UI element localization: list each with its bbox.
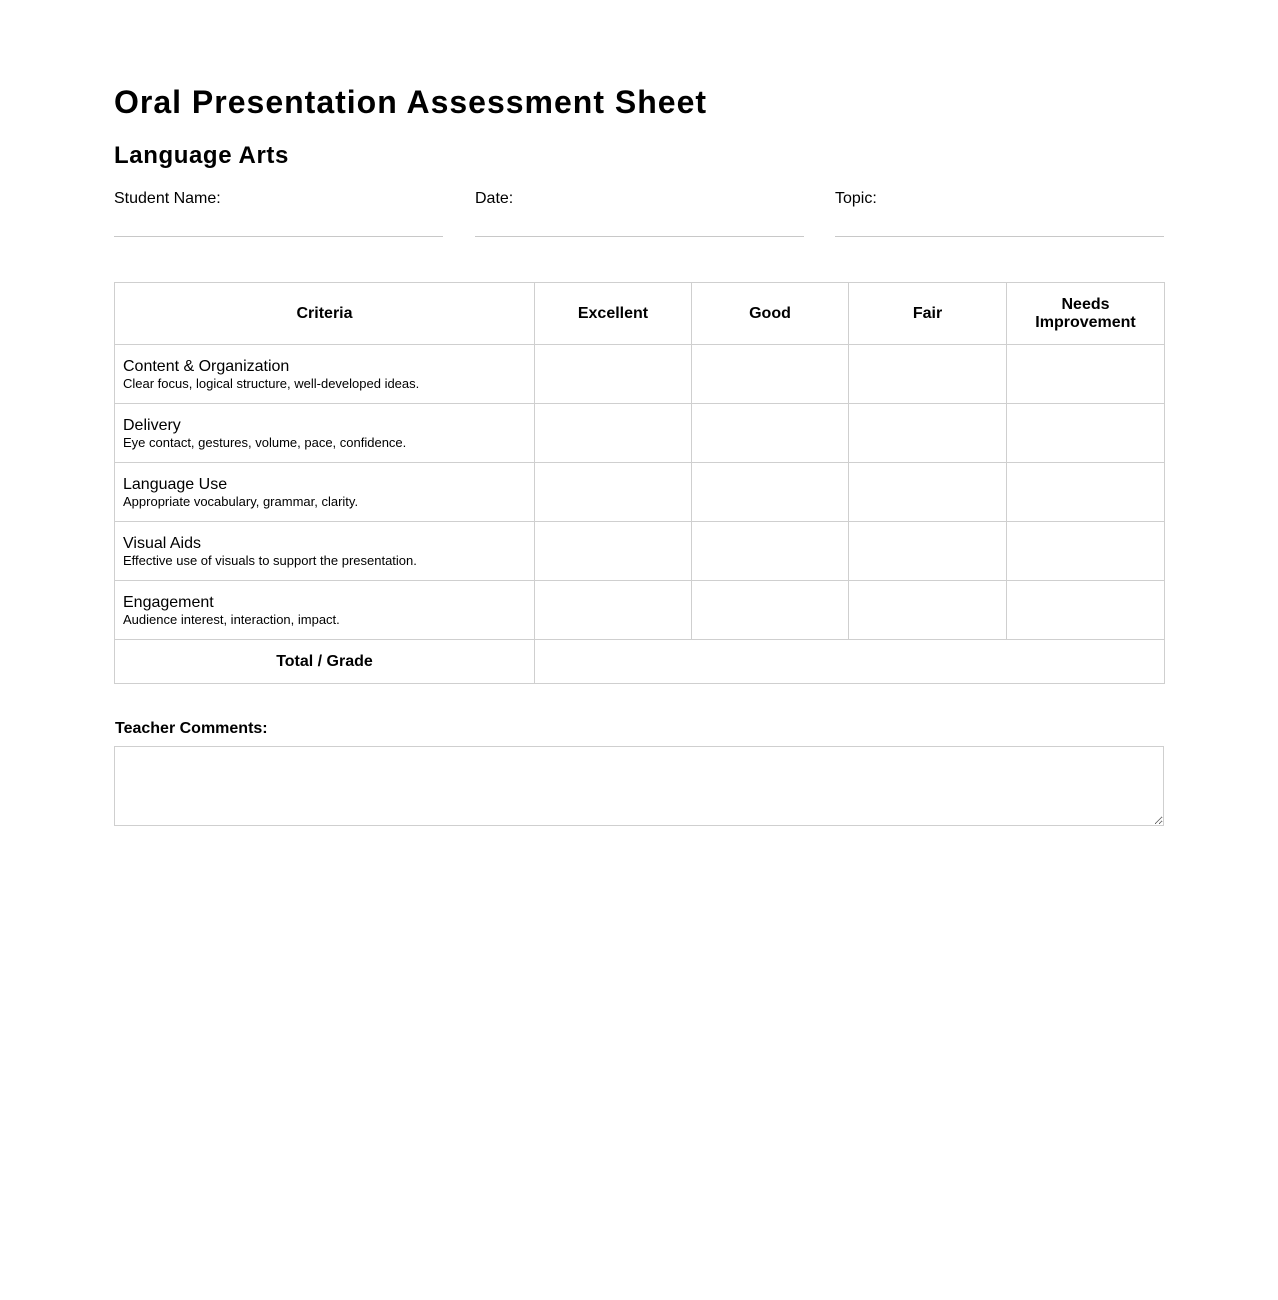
rating-cell-good[interactable]	[692, 404, 849, 463]
date-label: Date:	[475, 190, 514, 207]
rating-cell-excellent[interactable]	[535, 522, 692, 581]
rating-cell-excellent[interactable]	[535, 463, 692, 522]
needs-improvement-label: Needs Improvement	[1035, 295, 1136, 331]
student-name-input[interactable]	[114, 215, 443, 237]
rating-cell-fair[interactable]	[849, 345, 1007, 404]
rating-cell-good[interactable]	[692, 345, 849, 404]
rating-cell-needs-improvement[interactable]	[1007, 581, 1165, 640]
criteria-description: Audience interest, interaction, impact.	[123, 611, 340, 627]
topic-label: Topic:	[835, 190, 877, 207]
good-column-header: Good	[692, 283, 849, 345]
rubric-table	[114, 282, 1165, 684]
criteria-row	[115, 404, 1165, 463]
total-grade-cell[interactable]	[535, 640, 1165, 684]
rating-cell-excellent[interactable]	[535, 581, 692, 640]
teacher-comments-label: Teacher Comments:	[115, 720, 268, 737]
fair-column-header: Fair	[849, 283, 1007, 345]
criteria-cell	[115, 404, 535, 463]
date-input[interactable]	[475, 215, 804, 237]
rating-cell-good[interactable]	[692, 581, 849, 640]
topic-field	[835, 189, 1164, 237]
page-title: Oral Presentation Assessment Sheet	[114, 84, 708, 120]
rating-cell-good[interactable]	[692, 463, 849, 522]
rating-cell-needs-improvement[interactable]	[1007, 404, 1165, 463]
student-name-label: Student Name:	[114, 190, 221, 207]
criteria-name: Language Use	[123, 475, 228, 493]
criteria-row	[115, 463, 1165, 522]
excellent-column-header: Excellent	[535, 283, 692, 345]
rating-cell-needs-improvement[interactable]	[1007, 345, 1165, 404]
rating-cell-good[interactable]	[692, 522, 849, 581]
rating-cell-fair[interactable]	[849, 522, 1007, 581]
criteria-column-header: Criteria	[115, 283, 535, 345]
rating-cell-excellent[interactable]	[535, 345, 692, 404]
student-name-field	[114, 189, 443, 237]
teacher-comments-textarea[interactable]	[114, 746, 1164, 826]
rating-cell-fair[interactable]	[849, 581, 1007, 640]
rating-cell-fair[interactable]	[849, 404, 1007, 463]
info-fields	[114, 189, 1164, 239]
criteria-name: Engagement	[123, 593, 214, 611]
criteria-cell	[115, 463, 535, 522]
criteria-description: Eye contact, gestures, volume, pace, confidence.	[123, 434, 407, 450]
criteria-description: Effective use of visuals to support the presentation.	[123, 552, 417, 568]
criteria-cell	[115, 581, 535, 640]
criteria-row	[115, 581, 1165, 640]
criteria-name: Content & Organization	[123, 357, 290, 375]
criteria-row	[115, 345, 1165, 404]
criteria-row	[115, 522, 1165, 581]
rating-cell-needs-improvement[interactable]	[1007, 522, 1165, 581]
criteria-cell	[115, 522, 535, 581]
topic-input[interactable]	[835, 215, 1164, 237]
total-row	[115, 640, 1165, 684]
rubric-header-row	[115, 283, 1165, 345]
rating-cell-excellent[interactable]	[535, 404, 692, 463]
total-grade-label: Total / Grade	[115, 640, 535, 684]
needs-improvement-column-header	[1007, 283, 1165, 345]
date-field	[475, 189, 804, 237]
criteria-name: Visual Aids	[123, 534, 201, 552]
rating-cell-fair[interactable]	[849, 463, 1007, 522]
criteria-name: Delivery	[123, 416, 181, 434]
criteria-description: Clear focus, logical structure, well-developed ideas.	[123, 375, 420, 391]
criteria-cell	[115, 345, 535, 404]
criteria-description: Appropriate vocabulary, grammar, clarity.	[123, 493, 359, 509]
subject-title: Language Arts	[114, 142, 289, 169]
rating-cell-needs-improvement[interactable]	[1007, 463, 1165, 522]
